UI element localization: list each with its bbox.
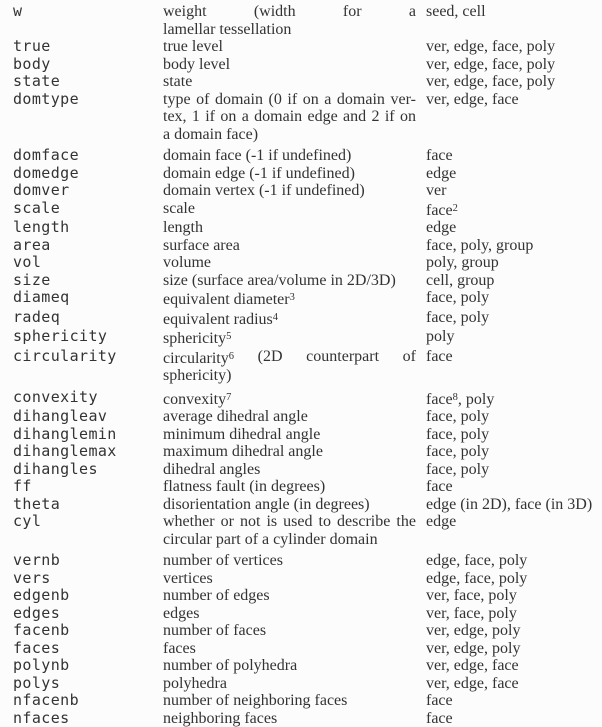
table-row bbox=[13, 348, 602, 385]
desc-word: ver- bbox=[390, 91, 415, 109]
desc-line: domain face (-1 if undefined) bbox=[163, 147, 416, 165]
desc-line: convexity$^7$ bbox=[163, 389, 416, 409]
attr-description bbox=[163, 570, 416, 588]
attr-entities: face bbox=[426, 710, 602, 727]
table-row bbox=[13, 443, 602, 461]
attr-key: cyl bbox=[13, 513, 163, 531]
attr-description bbox=[163, 200, 416, 218]
attr-description bbox=[163, 587, 416, 605]
attr-description bbox=[163, 675, 416, 693]
attr-key: domface bbox=[13, 147, 163, 165]
attr-description bbox=[163, 710, 416, 727]
attr-key: radeq bbox=[13, 309, 163, 327]
attr-entities: ver, face, poly bbox=[426, 605, 602, 623]
desc-word: if bbox=[287, 91, 297, 109]
attr-key: diameq bbox=[13, 289, 163, 307]
desc-line: body level bbox=[163, 56, 416, 74]
attr-entities: ver, edge, poly bbox=[426, 640, 602, 658]
attr-key: state bbox=[13, 73, 163, 91]
attr-entities: face, poly bbox=[426, 408, 602, 426]
desc-word: 1 bbox=[192, 108, 200, 126]
desc-line: sphericity$^5$ bbox=[163, 328, 416, 348]
table-row bbox=[13, 237, 602, 255]
desc-line: lamellar tessellation bbox=[163, 21, 416, 39]
desc-line: number of vertices bbox=[163, 552, 416, 570]
table-row bbox=[13, 91, 602, 144]
attr-description bbox=[163, 147, 416, 165]
attr-entities: edge (in 2D), face (in 3D) bbox=[426, 496, 602, 514]
table-row bbox=[13, 587, 602, 605]
desc-line: neighboring faces bbox=[163, 710, 416, 727]
attr-description bbox=[163, 461, 416, 479]
table-row bbox=[13, 496, 602, 514]
table-row bbox=[13, 657, 602, 675]
attr-description bbox=[163, 443, 416, 461]
table-row bbox=[13, 3, 602, 38]
attr-key: length bbox=[13, 219, 163, 237]
attr-description bbox=[163, 348, 416, 385]
attr-description bbox=[163, 513, 416, 548]
attr-key: size bbox=[13, 272, 163, 290]
attr-description bbox=[163, 496, 416, 514]
desc-line: state bbox=[163, 73, 416, 91]
desc-line: domain vertex (-1 if undefined) bbox=[163, 182, 416, 200]
table-row bbox=[13, 219, 602, 237]
attr-entities: ver, edge, face, poly bbox=[426, 56, 602, 74]
desc-word: (0 bbox=[269, 91, 282, 109]
table-row bbox=[13, 710, 602, 727]
attr-description bbox=[163, 640, 416, 658]
attr-entities: face$^2$ bbox=[426, 200, 602, 220]
attr-entities: edge, face, poly bbox=[426, 570, 602, 588]
attr-entities: cell, group bbox=[426, 272, 602, 290]
attr-entities: face, poly, group bbox=[426, 237, 602, 255]
footnote-superscript: 7 bbox=[226, 392, 231, 403]
attr-entities: edge bbox=[426, 513, 602, 531]
attr-key: true bbox=[13, 38, 163, 56]
desc-word: (2D bbox=[258, 348, 283, 368]
desc-line bbox=[163, 348, 416, 368]
desc-line: number of edges bbox=[163, 587, 416, 605]
desc-line: number of faces bbox=[163, 622, 416, 640]
attr-entities: ver, face, poly bbox=[426, 587, 602, 605]
desc-word: (width bbox=[254, 3, 296, 21]
attr-entities: face bbox=[426, 147, 602, 165]
attr-description bbox=[163, 408, 416, 426]
attr-description bbox=[163, 309, 416, 329]
attr-entities: ver, edge, face bbox=[426, 657, 602, 675]
attr-entities: face$^8$, poly bbox=[426, 389, 602, 409]
desc-word: on bbox=[400, 108, 416, 126]
attr-description bbox=[163, 272, 416, 290]
desc-line bbox=[163, 108, 416, 126]
desc-line: surface area bbox=[163, 237, 416, 255]
attr-entities: edge bbox=[426, 219, 602, 237]
desc-line: faces bbox=[163, 640, 416, 658]
attr-key: circularity bbox=[13, 348, 163, 366]
attr-key: domedge bbox=[13, 165, 163, 183]
desc-line: minimum dihedral angle bbox=[163, 426, 416, 444]
desc-line: flatness fault (in degrees) bbox=[163, 478, 416, 496]
desc-line: true level bbox=[163, 38, 416, 56]
desc-line: edges bbox=[163, 605, 416, 623]
attr-description bbox=[163, 605, 416, 623]
table-row bbox=[13, 640, 602, 658]
attr-entities: face bbox=[426, 348, 602, 366]
desc-word: tex, bbox=[163, 108, 187, 126]
attr-key: sphericity bbox=[13, 328, 163, 346]
table-row bbox=[13, 513, 602, 548]
attr-description bbox=[163, 657, 416, 675]
attr-key: dihanglemin bbox=[13, 426, 163, 444]
attr-description bbox=[163, 692, 416, 710]
footnote-superscript: 6 bbox=[229, 351, 234, 362]
desc-word: not bbox=[240, 513, 260, 531]
attr-entities: poly, group bbox=[426, 254, 602, 272]
attr-key: vol bbox=[13, 254, 163, 272]
table-row bbox=[13, 200, 602, 220]
desc-word: for bbox=[343, 3, 362, 21]
desc-line: equivalent diameter$^3$ bbox=[163, 289, 416, 309]
attr-entities: seed, cell bbox=[426, 3, 602, 21]
desc-word: describe bbox=[337, 513, 390, 531]
attr-key: polynb bbox=[13, 657, 163, 675]
table-row bbox=[13, 272, 602, 290]
table-row bbox=[13, 254, 602, 272]
attr-description bbox=[163, 165, 416, 183]
attr-description bbox=[163, 182, 416, 200]
desc-line: a domain face) bbox=[163, 126, 416, 144]
attr-key: body bbox=[13, 56, 163, 74]
attr-entities: ver, edge, face bbox=[426, 675, 602, 693]
table-row bbox=[13, 73, 602, 91]
desc-word: of bbox=[196, 91, 209, 109]
desc-word: or bbox=[221, 513, 234, 531]
table-row bbox=[13, 426, 602, 444]
attr-key: polys bbox=[13, 675, 163, 693]
attr-description bbox=[163, 219, 416, 237]
desc-word: on bbox=[303, 91, 319, 109]
table-row bbox=[13, 309, 602, 329]
attr-entities: ver, edge, poly bbox=[426, 622, 602, 640]
desc-word: edge bbox=[308, 108, 338, 126]
attr-key: edgenb bbox=[13, 587, 163, 605]
attr-entities: face, poly bbox=[426, 289, 602, 307]
attr-description bbox=[163, 237, 416, 255]
desc-word: whether bbox=[163, 513, 215, 531]
desc-word: circularity$^6$ bbox=[163, 348, 234, 368]
attr-key: domtype bbox=[13, 91, 163, 109]
attr-description bbox=[163, 426, 416, 444]
footnote-superscript: 4 bbox=[273, 312, 278, 323]
desc-word: domain bbox=[215, 91, 263, 109]
desc-line: volume bbox=[163, 254, 416, 272]
attr-entities: face bbox=[426, 692, 602, 710]
desc-line: disorientation angle (in degrees) bbox=[163, 496, 416, 514]
attr-description bbox=[163, 3, 416, 38]
footnote-superscript: 3 bbox=[290, 292, 295, 303]
desc-word: type bbox=[163, 91, 191, 109]
desc-line: dihedral angles bbox=[163, 461, 416, 479]
attr-key: theta bbox=[13, 496, 163, 514]
desc-line: sphericity) bbox=[163, 367, 416, 385]
desc-word: a bbox=[409, 3, 416, 21]
attr-entities: face, poly bbox=[426, 426, 602, 444]
attr-entities: face, poly bbox=[426, 461, 602, 479]
desc-line: circular part of a cylinder domain bbox=[163, 531, 416, 549]
table-row bbox=[13, 461, 602, 479]
table-row bbox=[13, 675, 602, 693]
desc-word: counterpart bbox=[306, 348, 379, 368]
footnote-superscript: 5 bbox=[226, 331, 231, 342]
attr-key: vernb bbox=[13, 552, 163, 570]
attr-description bbox=[163, 38, 416, 56]
table-row bbox=[13, 478, 602, 496]
desc-word: if bbox=[385, 108, 395, 126]
desc-line: length bbox=[163, 219, 416, 237]
table-row bbox=[13, 165, 602, 183]
attr-key: edges bbox=[13, 605, 163, 623]
attr-entities: ver bbox=[426, 182, 602, 200]
desc-word: domain bbox=[254, 108, 302, 126]
attr-description bbox=[163, 552, 416, 570]
desc-line bbox=[163, 513, 416, 531]
desc-word: is bbox=[266, 513, 277, 531]
desc-line: scale bbox=[163, 200, 416, 218]
desc-line: number of polyhedra bbox=[163, 657, 416, 675]
desc-word: and bbox=[343, 108, 366, 126]
desc-line bbox=[163, 3, 416, 21]
attr-entities: face, poly bbox=[426, 443, 602, 461]
desc-line: vertices bbox=[163, 570, 416, 588]
attr-entities: ver, edge, face, poly bbox=[426, 38, 602, 56]
attr-description bbox=[163, 328, 416, 348]
desc-line: equivalent radius$^4$ bbox=[163, 309, 416, 329]
desc-line: polyhedra bbox=[163, 675, 416, 693]
attr-key: dihanglemax bbox=[13, 443, 163, 461]
attr-description bbox=[163, 73, 416, 91]
table-row bbox=[13, 289, 602, 309]
desc-line: domain edge (-1 if undefined) bbox=[163, 165, 416, 183]
attr-description bbox=[163, 289, 416, 309]
attr-entities: ver, edge, face, poly bbox=[426, 73, 602, 91]
attr-key: facenb bbox=[13, 622, 163, 640]
attr-key: dihangles bbox=[13, 461, 163, 479]
desc-word: of bbox=[403, 348, 416, 368]
attr-entities: poly bbox=[426, 328, 602, 346]
desc-word: 2 bbox=[372, 108, 380, 126]
desc-word: a bbox=[324, 91, 331, 109]
desc-line: size (surface area/volume in 2D/3D) bbox=[163, 272, 416, 290]
attr-entities: edge, face, poly bbox=[426, 552, 602, 570]
table-row bbox=[13, 622, 602, 640]
table-row bbox=[13, 570, 602, 588]
desc-word: the bbox=[396, 513, 416, 531]
desc-line: maximum dihedral angle bbox=[163, 443, 416, 461]
desc-word: if bbox=[205, 108, 215, 126]
desc-word: domain bbox=[337, 91, 385, 109]
table-row bbox=[13, 408, 602, 426]
attr-key: convexity bbox=[13, 389, 163, 407]
desc-word: a bbox=[242, 108, 249, 126]
desc-word: on bbox=[220, 108, 236, 126]
footnote-superscript: 8 bbox=[453, 392, 458, 403]
attr-description bbox=[163, 91, 416, 144]
table-row bbox=[13, 56, 602, 74]
desc-line: average dihedral angle bbox=[163, 408, 416, 426]
table-row bbox=[13, 147, 602, 165]
attr-entities: face, poly bbox=[426, 309, 602, 327]
attr-key: dihangleav bbox=[13, 408, 163, 426]
attr-key: faces bbox=[13, 640, 163, 658]
table-row bbox=[13, 552, 602, 570]
desc-word: weight bbox=[163, 3, 207, 21]
attr-description bbox=[163, 622, 416, 640]
attr-key: domver bbox=[13, 182, 163, 200]
attr-description bbox=[163, 478, 416, 496]
table-row bbox=[13, 38, 602, 56]
table-row bbox=[13, 389, 602, 409]
table-row bbox=[13, 692, 602, 710]
attr-key: w bbox=[13, 3, 163, 21]
attr-entities: ver, edge, face bbox=[426, 91, 602, 109]
attr-key: nfacenb bbox=[13, 692, 163, 710]
attr-description bbox=[163, 254, 416, 272]
footnote-superscript: 2 bbox=[453, 203, 458, 214]
attr-key: vers bbox=[13, 570, 163, 588]
attr-entities: face bbox=[426, 478, 602, 496]
desc-word: to bbox=[319, 513, 331, 531]
desc-line: number of neighboring faces bbox=[163, 692, 416, 710]
table-row bbox=[13, 182, 602, 200]
attr-key: scale bbox=[13, 200, 163, 218]
attr-key: nfaces bbox=[13, 710, 163, 727]
attr-description bbox=[163, 56, 416, 74]
attr-entities: edge bbox=[426, 165, 602, 183]
attr-key: area bbox=[13, 237, 163, 255]
attr-key: ff bbox=[13, 478, 163, 496]
table-row bbox=[13, 328, 602, 348]
attr-description bbox=[163, 389, 416, 409]
desc-line bbox=[163, 91, 416, 109]
table-row bbox=[13, 605, 602, 623]
desc-word: used bbox=[283, 513, 312, 531]
